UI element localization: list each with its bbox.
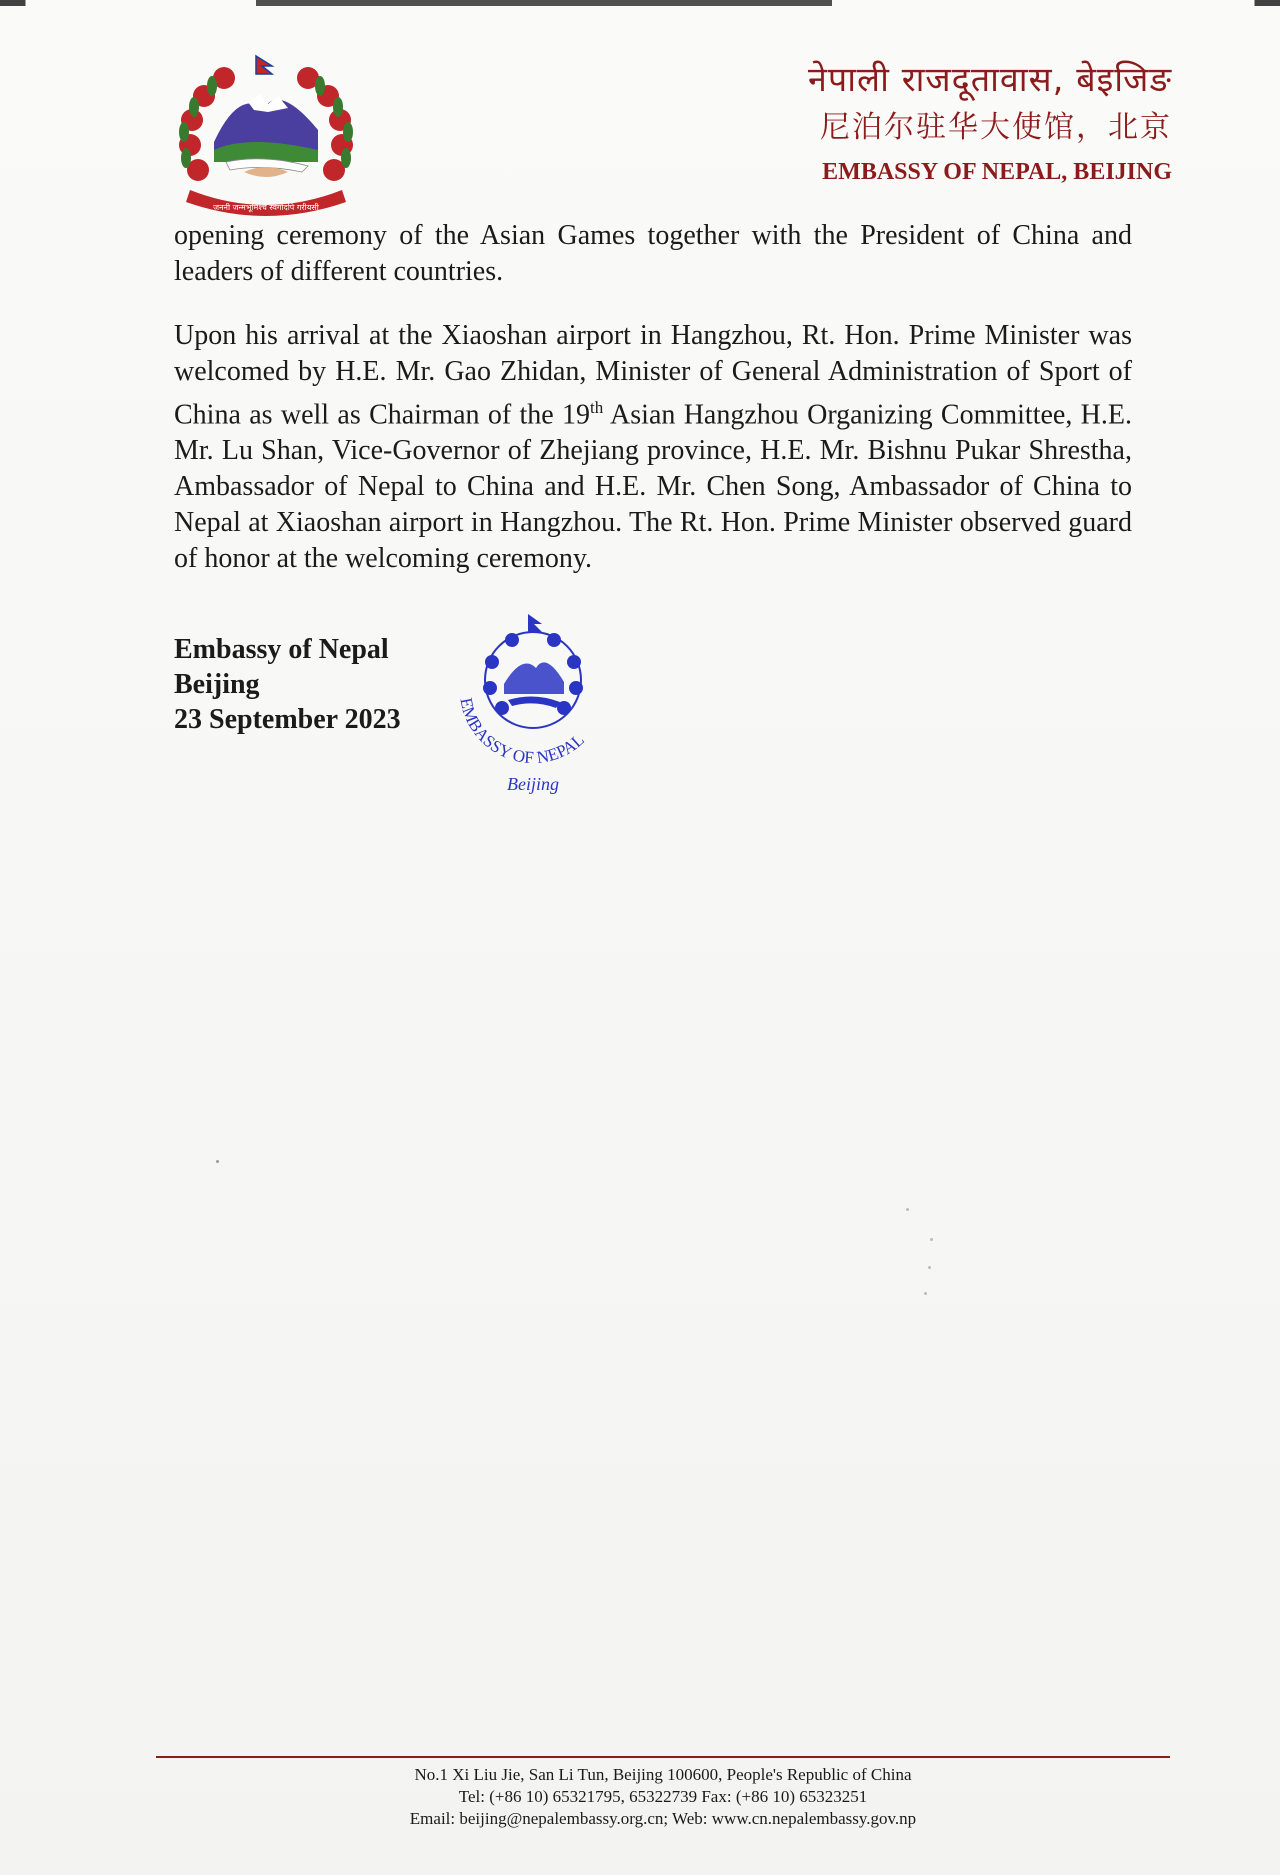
signature-sender: Embassy of Nepal — [174, 634, 389, 665]
seal-city-text: Beijing — [507, 774, 559, 794]
embassy-seal-stamp — [442, 604, 624, 800]
seal-ring-text: EMBASSY OF NEPAL — [456, 696, 588, 768]
signature-block — [174, 632, 401, 737]
ordinal-superscript: th — [590, 398, 604, 417]
body-paragraph-1: opening ceremony of the Asian Games together with the President of China and leaders of different countries. — [174, 220, 1132, 287]
body-paragraph-2 — [174, 318, 1132, 577]
footer-phone-fax: Tel: (+86 10) 65321795, 65322739 Fax: (+86 10) 65323251 — [458, 1787, 868, 1806]
footer-address: No.1 Xi Liu Jie, San Li Tun, Beijing 100600, People's Republic of China — [414, 1765, 912, 1784]
footer-email-web: Email: beijing@nepalembassy.org.cn; Web: www.cn.nepalembassy.gov.np — [409, 1809, 917, 1828]
scan-speck — [906, 1208, 909, 1211]
scan-speck — [930, 1238, 933, 1241]
signature-date: 23 September 2023 — [174, 704, 401, 735]
letterhead-chinese: 尼泊尔驻华大使馆，北京 — [820, 110, 1172, 145]
scan-top-edge — [0, 0, 1280, 6]
scan-speck — [928, 1266, 931, 1269]
paragraph-2-text-a: Upon his arrival at the Xiaoshan airport in Hangzhou, Rt. Hon. Prime Minister was welcomed by H.E. Mr. Gao Zhidan, Minister of General Administration of Sport of China as well as Chairman of the 19 — [174, 320, 1132, 431]
paragraph-2-text-b: Asian Hangzhou Organizing Committee, H.E. Mr. Lu Shan, Vice-Governor of Zhejiang province, H.E. Mr. Bishnu Pukar Shrestha, Ambassador of Nepal to China and H.E. Mr. Chen Song, Ambassador of China to Nepal at Xiaoshan airport in Hangzhou. The Rt. Hon. Prime Minister observed guard of honor at the welcoming ceremony. — [174, 399, 1132, 575]
signature-city: Beijing — [174, 669, 260, 700]
coat-of-arms-emblem — [168, 50, 364, 218]
letterhead-nepali: नेपाली राजदूतावास, बेइजिङ — [808, 60, 1172, 100]
letter-body — [174, 218, 1132, 605]
letterhead — [808, 58, 1172, 188]
scan-speck — [216, 1160, 219, 1163]
letterhead-footer — [156, 1764, 1170, 1830]
letterhead-english: EMBASSY OF NEPAL, BEIJING — [822, 159, 1172, 185]
emblem-motto: जननी जन्मभूमिश्च स्वर्गादपि गरीयसी — [213, 203, 319, 212]
footer-rule — [156, 1756, 1170, 1758]
scan-speck — [924, 1292, 927, 1295]
